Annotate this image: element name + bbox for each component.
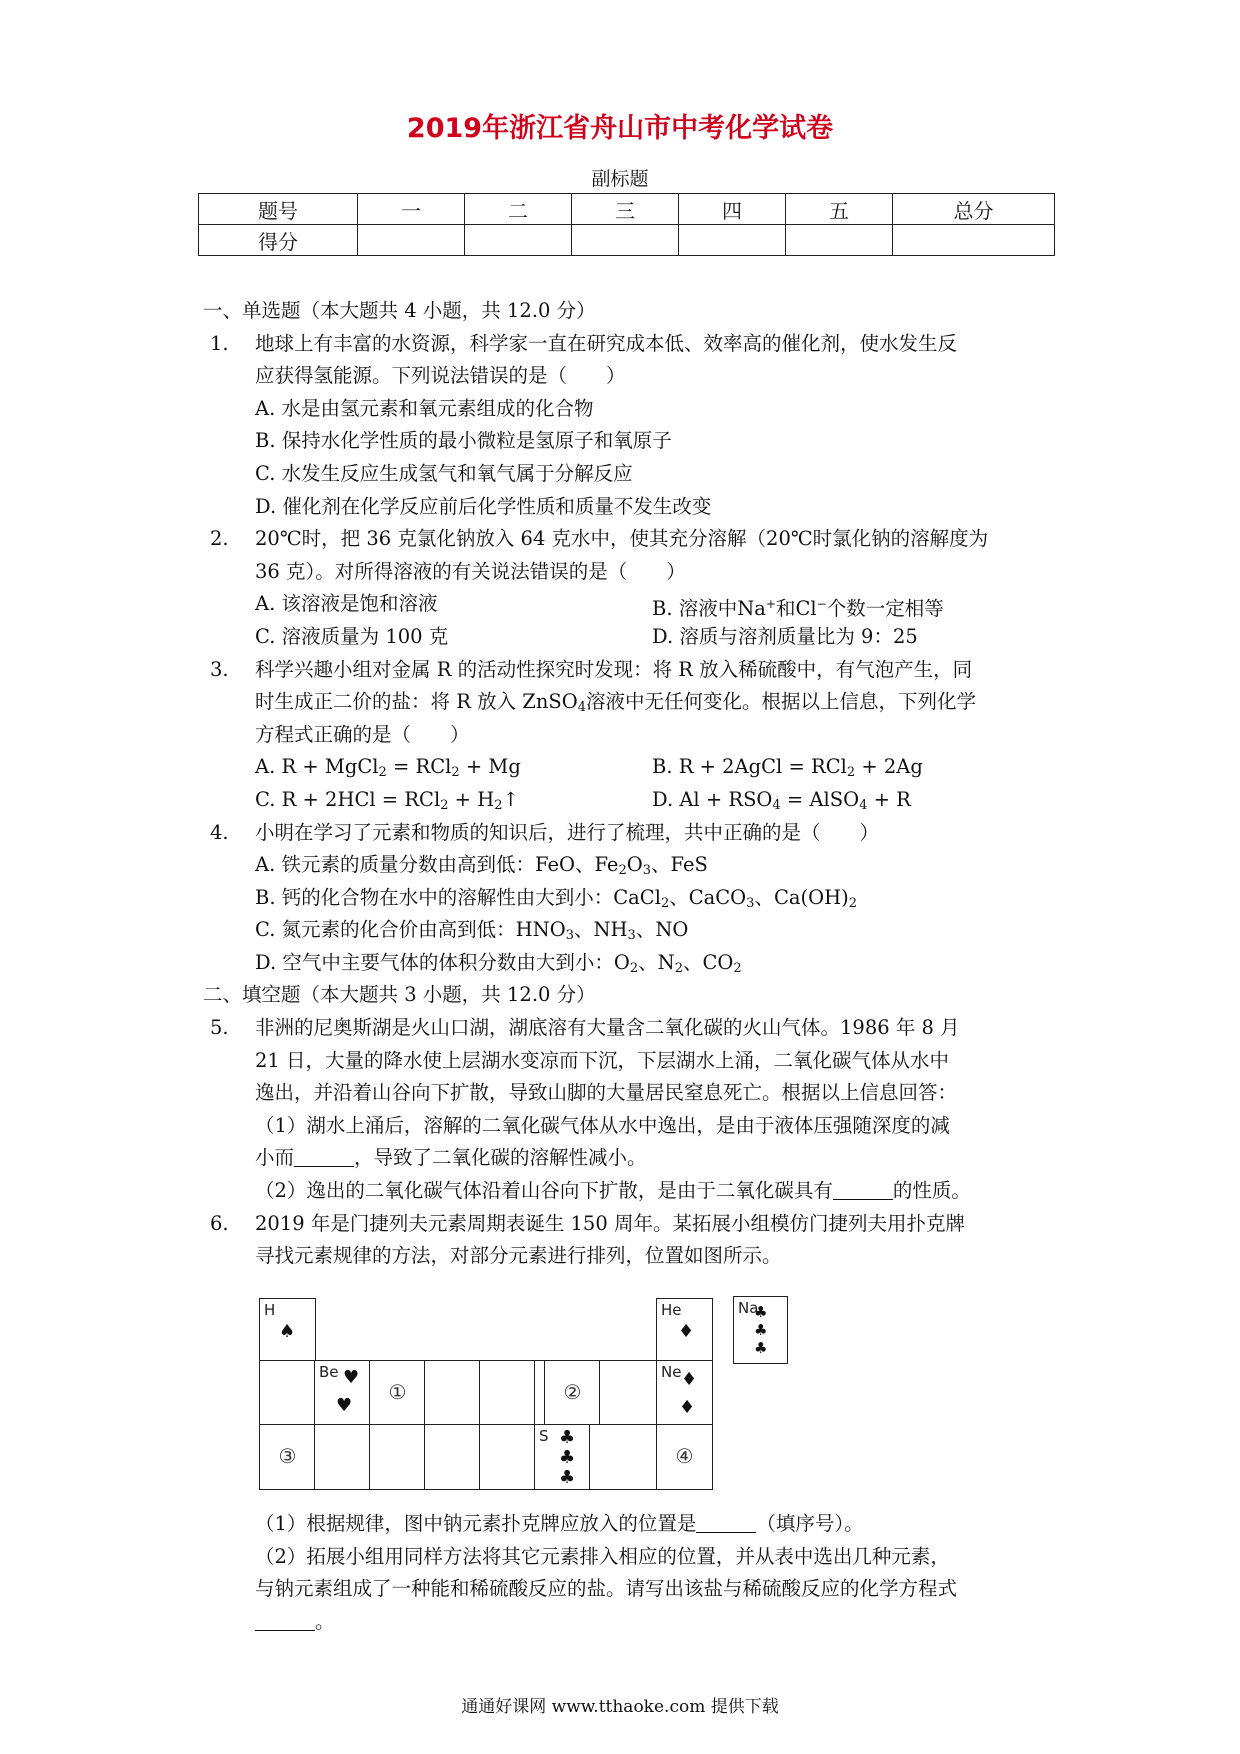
table-cell [893,225,1055,256]
element-symbol: He [661,1301,682,1319]
question-number: 6. [210,1211,229,1235]
text-part: ↑ [502,787,519,811]
text-part: 、NO [635,918,689,942]
grid-cell [589,1424,658,1490]
table-cell: 总分 [893,194,1055,225]
club-icon: ♣ [754,1321,768,1339]
table-cell [679,225,786,256]
text-part: A. R + MgCl [255,755,379,779]
answer-blank[interactable] [833,1181,893,1200]
text-part: C. 氮元素的化合价由高到低：HNO [255,918,566,942]
question-text [255,1142,647,1175]
subscript: 3 [627,928,636,944]
question-number: 5. [210,1016,229,1040]
question-6 [203,1208,1053,1241]
table-cell: 五 [786,194,893,225]
question-text [255,1606,335,1639]
table-cell: 一 [358,194,465,225]
table-cell [786,225,893,256]
subscript: 2 [378,765,387,781]
text-part: O [626,853,643,877]
table-cell: 四 [679,194,786,225]
question-text-line [203,1142,1053,1175]
exam-content [203,295,1053,1273]
table-cell [465,225,572,256]
text-part: D. Al + RSO [652,787,773,811]
heart-icon: ♥ [343,1367,360,1388]
diamond-icon: ♦ [679,1397,696,1418]
grid-cell [599,1360,658,1426]
text-part: （1）根据规律，图中钠元素扑克牌应放入的位置是 [255,1512,697,1535]
option-d [203,947,1053,980]
subscript: 2 [451,765,460,781]
text-part: 、Ca(OH) [754,885,849,909]
question-text-line [203,556,1053,589]
answer-blank[interactable] [294,1148,354,1167]
question-text-line [203,1240,1053,1273]
subscript: 2 [440,797,449,813]
element-symbol: H [264,1301,276,1319]
question-text: 逸出，并沿着山谷向下扩散，导致山脚的大量居民窒息死亡。根据以上信息回答： [255,1081,958,1105]
question-text: 小明在学习了元素和物质的知识后，进行了梳理，共中正确的是（ ） [255,820,880,844]
question-text: 20℃时，把 36 克氯化钠放入 64 克水中，使其充分溶解（20℃时氯化钠的溶解度为 [255,527,989,551]
option-d: D. 溶质与溶剂质量比为 9：25 [652,624,918,648]
subtitle: 副标题 [591,168,649,190]
question-number: 4. [210,820,229,844]
superscript: − [816,597,827,612]
position-3 [259,1424,316,1490]
question-3 [203,654,1053,687]
text-part: （2）逸出的二氧化碳气体沿着山谷向下扩散，是由于二氧化碳具有 [255,1179,833,1203]
text-part: 、CaCO [669,885,747,909]
heart-icon: ♥ [336,1395,353,1416]
footer: 通通好课网 www.tthaoke.com 提供下载 [461,1697,779,1717]
score-table [198,193,1055,256]
question-text: 应获得氢能源。下列说法错误的是（ ） [255,364,626,388]
card-H [259,1298,316,1362]
question-text-line [203,1606,1053,1639]
question-text: 方程式正确的是（ ） [255,722,470,746]
option-b-text: 和Cl [775,597,817,621]
option-b-text: B. 溶液中Na [652,597,766,621]
question-text-line [203,1573,1053,1606]
text-part: 、FeS [651,853,708,877]
position-2 [544,1360,601,1426]
question-text [255,1175,971,1208]
subscript: 3 [565,928,574,944]
club-icon: ♣ [754,1303,768,1321]
position-marker: ① [388,1380,407,1404]
text-part: 溶液中无任何变化。根据以上信息，下列化学 [586,690,977,714]
question-text-line [203,686,1053,719]
club-icon: ♣ [754,1339,768,1357]
subscript: 2 [733,960,742,976]
subscript: 4 [859,797,868,813]
option-c: C. 溶液质量为 100 克 [255,624,449,648]
text-part: + 2Ag [855,755,923,779]
section-heading: 一、单选题（本大题共 4 小题，共 12.0 分） [203,299,596,322]
text-part: 、NH [573,918,628,942]
option-text: D. 催化剂在化学反应前后化学性质和质量不发生改变 [255,494,712,518]
question-number: 2. [210,527,229,551]
text-part: D. 空气中主要气体的体积分数由大到小：O [255,950,630,974]
question-text-line [203,1045,1053,1078]
subscript: 2 [629,960,639,976]
club-icon: ♣ [559,1427,576,1448]
question-text [255,1508,864,1541]
option-a: A. 该溶液是饱和溶液 [255,592,438,616]
option-text: C. 水发生反应生成氢气和氧气属于分解反应 [255,461,633,485]
option-row [203,588,1053,621]
table-cell: 得分 [199,225,358,256]
score-table-score-row [199,225,1055,256]
grid-cell [424,1360,481,1426]
option-text: B. 保持水化学性质的最小微粒是氢原子和氧原子 [255,429,672,453]
option-b [203,882,1053,915]
position-marker: ③ [278,1444,297,1468]
question-text: 36 克）。对所得溶液的有关说法错误的是（ ） [255,559,686,583]
diamond-icon: ♦ [678,1321,695,1342]
question-text: 非洲的尼奥斯湖是火山口湖，湖底溶有大量含二氧化碳的火山气体。1986 年 8 月 [255,1016,960,1040]
question-text-line [203,1110,1053,1143]
subscript: 2 [674,960,683,976]
option-c [203,458,1053,491]
option-b-text: 个数一定相等 [826,597,944,621]
superscript: + [765,597,776,612]
option-d [203,491,1053,524]
card-He [656,1298,713,1362]
text-part: = AlSO [780,787,860,811]
element-card-figure [259,1298,709,1490]
card-Be [314,1360,371,1426]
subscript: 2 [848,895,857,911]
question-text-line [203,719,1053,752]
position-marker: ④ [675,1444,694,1468]
subscript: 3 [746,895,755,911]
question-number: 1. [210,331,229,355]
element-symbol: S [539,1427,549,1445]
subscript: 2 [494,797,503,813]
option-b [203,425,1053,458]
option-c [203,914,1053,947]
sub-question-2 [203,1541,1053,1574]
question-text: 科学兴趣小组对金属 R 的活动性探究时发现：将 R 放入稀硫酸中，有气泡产生，同 [255,657,973,681]
table-cell [358,225,465,256]
position-1 [369,1360,426,1426]
answer-blank[interactable] [696,1514,756,1533]
diamond-icon: ♦ [681,1369,698,1390]
text-part: + H [448,787,495,811]
grid-cell [479,1360,536,1426]
question-text-line [203,1077,1053,1110]
question-5 [203,1012,1053,1045]
question-text: 2019 年是门捷列夫元素周期表诞生 150 周年。某拓展小组模仿门捷列夫用扑克牌 [255,1211,965,1235]
option-text: A. 水是由氢元素和氧元素组成的化合物 [255,396,594,420]
text-part: + R [867,787,911,811]
spade-icon: ♠ [279,1321,296,1342]
option-row [203,621,1053,654]
text-part: 时生成正二价的盐：将 R 放入 ZnSO [255,690,578,714]
question-1 [203,328,1053,361]
text-part: C. R + 2HCl = RCl [255,787,441,811]
element-symbol: Na [738,1299,759,1317]
option-row [203,751,1053,784]
grid-cell [479,1424,536,1490]
question-4 [203,817,1053,850]
subscript: 3 [642,863,652,879]
club-icon: ♣ [559,1447,576,1468]
question-text: （1）湖水上涌后，溶解的二氧化碳气体从水中逸出，是由于液体压强随深度的减 [255,1113,950,1137]
text-part: （填序号）。 [756,1512,864,1535]
question-text: 21 日，大量的降水使上层湖水变凉而下沉，下层湖水上涌，二氧化碳气体从水中 [255,1048,950,1072]
text-part: 。 [315,1609,335,1633]
grid-cell [424,1424,481,1490]
option-row [203,784,1053,817]
position-4 [656,1424,713,1490]
page-title: 2019年浙江省舟山市中考化学试卷 [406,113,834,144]
grid-cell [259,1360,316,1426]
text-part: A. 铁元素的质量分数由高到低：FeO、Fe [255,853,619,877]
option-a [203,849,1053,882]
text-part: + Mg [459,755,521,779]
element-symbol: Be [319,1363,339,1381]
card-S [534,1424,591,1490]
text-part: 、N [638,950,675,974]
table-cell [572,225,679,256]
table-cell: 三 [572,194,679,225]
question-text: 地球上有丰富的水资源，科学家一直在研究成本低、效率高的催化剂，使水发生反 [255,331,958,355]
question-text-line [203,360,1053,393]
question-text-line [203,1175,1053,1208]
question-text: 寻找元素规律的方法，对部分元素进行排列，位置如图所示。 [255,1244,782,1268]
subscript: 2 [846,765,856,781]
question-2 [203,523,1053,556]
question-text: 与钠元素组成了一种能和稀硫酸反应的盐。请写出该盐与稀硫酸反应的化学方程式 [255,1577,958,1601]
table-cell: 题号 [199,194,358,225]
answer-blank[interactable] [255,1612,315,1631]
sub-question-1 [203,1508,1053,1541]
question-number: 3. [210,657,229,681]
question-6-subquestions [203,1508,1053,1638]
text-part: 的性质。 [892,1179,971,1203]
text-part: 小而 [255,1146,295,1170]
option-a [203,393,1053,426]
subscript: 4 [577,700,587,716]
question-text: （2）拓展小组用同样方法将其它元素排入相应的位置，并从表中选出几种元素， [255,1544,950,1568]
section-heading: 二、填空题（本大题共 3 小题，共 12.0 分） [203,983,596,1007]
text-part: B. R + 2AgCl = RCl [652,755,847,779]
text-part: 、CO [682,950,734,974]
grid-cell [369,1424,426,1490]
text-part: ，导致了二氧化碳的溶解性减小。 [354,1146,647,1170]
text-part: B. 钙的化合物在水中的溶解性由大到小：CaCl [255,885,661,909]
card-Ne [656,1360,713,1426]
element-symbol: Ne [661,1363,682,1381]
subscript: 2 [618,863,627,879]
subscript: 2 [660,895,670,911]
club-icon: ♣ [559,1467,576,1488]
grid-cell [314,1424,371,1490]
card-Na [733,1296,788,1364]
table-cell: 二 [465,194,572,225]
text-part: = RCl [386,755,452,779]
subscript: 4 [772,797,781,813]
score-table-header-row [199,194,1055,225]
position-marker: ② [563,1380,582,1404]
